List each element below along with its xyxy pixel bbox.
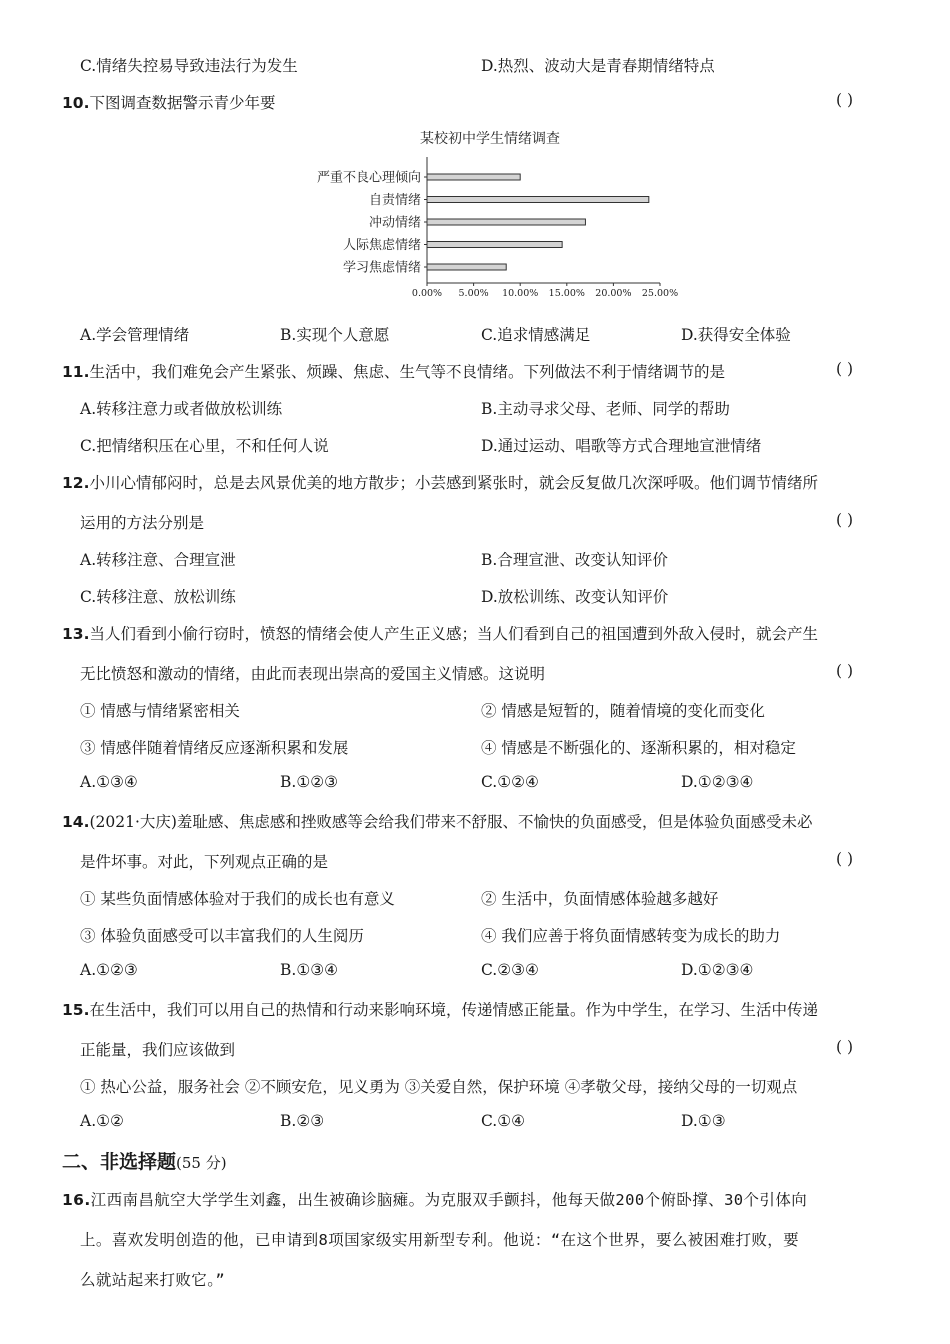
q15-option-b: B.②③ (280, 1112, 325, 1130)
q11-answer-blank: ( ) (836, 360, 854, 378)
section2-title: 二、非选择题 (62, 1151, 177, 1173)
q15-option-c: C.①④ (481, 1112, 526, 1130)
q14-statement-3: ③ 体验负面感受可以丰富我们的人生阅历 (80, 927, 364, 945)
q11-stem-text: 生活中，我们难免会产生紧张、烦躁、焦虑、生气等不良情绪。下列做法不利于情绪调节的是 (89, 363, 725, 381)
q13-stem-line2: 无比愤怒和激动的情绪，由此而表现出崇高的爱国主义情感。这说明 (80, 665, 546, 683)
chart-category-label: 冲动情绪 (368, 215, 421, 231)
chart-title: 某校初中学生情绪调查 (420, 131, 560, 147)
q14-option-d: D.①②③④ (681, 961, 754, 979)
q16-line1 (62, 1188, 807, 1210)
q13-stem-line1 (62, 622, 818, 644)
q12-number: 12. (62, 474, 90, 492)
q13-number: 13. (62, 625, 90, 643)
q11-option-c: C.把情绪积压在心里，不和任何人说 (80, 437, 329, 455)
chart-bar-2 (427, 197, 649, 203)
q16-line1-text: 江西南昌航空大学学生刘鑫，出生被确诊脑瘫。为克服双手颤抖，他每天做200个俯卧撑、30个引体向 (90, 1191, 808, 1209)
q16-line2: 上。喜欢发明创造的他，已申请到8项国家级实用新型专利。他说：“在这个世界，要么被困难打败，要 (80, 1231, 800, 1249)
q10-option-d: D.获得安全体验 (681, 326, 791, 344)
chart-x-tick-label: 10.00% (502, 288, 539, 299)
q14-option-c: C.②③④ (481, 961, 539, 979)
q13-stem-text1: 当人们看到小偷行窃时，愤怒的情绪会使人产生正义感；当人们看到自己的祖国遭到外敌入侵时，就会产生 (89, 625, 818, 643)
q15-stem-text1: 在生活中，我们可以用自己的热情和行动来影响环境，传递情感正能量。作为中学生，在学习、生活中传递 (89, 1001, 818, 1019)
q16-line3: 么就站起来打败它。” (80, 1271, 226, 1289)
chart-x-tick-label: 0.00% (411, 288, 443, 299)
q14-statement-4: ④ 我们应善于将负面情感转变为成长的助力 (481, 927, 781, 945)
q11-stem (62, 360, 725, 382)
q10-option-b: B.实现个人意愿 (280, 326, 390, 344)
q13-option-a: A.①③④ (80, 773, 138, 791)
q14-option-b: B.①③④ (280, 961, 339, 979)
q13-answer-blank: ( ) (836, 662, 854, 680)
q13-option-c: C.①②④ (481, 773, 539, 791)
q12-option-d: D.放松训练、改变认知评价 (481, 588, 669, 606)
chart-x-tick-label: 15.00% (548, 288, 585, 299)
q13-statement-2: ② 情感是短暂的，随着情境的变化而变化 (481, 702, 765, 720)
q10-stem (62, 91, 275, 113)
section2-heading (62, 1147, 227, 1174)
q10-number: 10. (62, 94, 90, 112)
chart-category-label: 人际焦虑情绪 (342, 238, 421, 253)
q14-option-a: A.①②③ (80, 961, 138, 979)
q14-stem-line2: 是件坏事。对此，下列观点正确的是 (80, 853, 329, 871)
q15-option-a: A.①② (80, 1112, 124, 1130)
q9-option-d: D.热烈、波动大是青春期情绪特点 (481, 57, 715, 75)
chart-x-tick-label: 25.00% (641, 288, 679, 299)
chart-bar-4 (427, 242, 562, 248)
q11-number: 11. (62, 363, 90, 381)
chart-x-tick-label: 5.00% (458, 288, 489, 299)
q15-statements: ① 热心公益，服务社会 ②不顾安危，见义勇为 ③关爱自然，保护环境 ④孝敬父母，接纳父母的一切观点 (80, 1078, 798, 1096)
q12-option-b: B.合理宣泄、改变认知评价 (481, 551, 668, 569)
q11-option-a: A.转移注意力或者做放松训练 (80, 400, 283, 418)
section2-score: (55 分) (176, 1154, 227, 1172)
q11-option-b: B.主动寻求父母、老师、同学的帮助 (481, 400, 730, 418)
q14-stem-line1 (62, 810, 812, 832)
q13-statement-3: ③ 情感伴随着情绪反应逐渐积累和发展 (80, 739, 349, 757)
q14-answer-blank: ( ) (836, 850, 854, 868)
q10-answer-blank: ( ) (836, 91, 854, 109)
q16-number: 16. (62, 1191, 91, 1209)
q15-answer-blank: ( ) (836, 1038, 854, 1056)
q13-statement-1: ① 情感与情绪紧密相关 (80, 702, 240, 720)
q14-statement-1: ① 某些负面情感体验对于我们的成长也有意义 (80, 890, 395, 908)
q10-option-c: C.追求情感满足 (481, 326, 591, 344)
q15-stem-line1 (62, 998, 818, 1020)
q15-stem-line2: 正能量，我们应该做到 (80, 1041, 236, 1059)
q12-option-a: A.转移注意、合理宣泄 (80, 551, 236, 569)
q10-option-a: A.学会管理情绪 (80, 326, 190, 344)
q14-statement-2: ② 生活中，负面情感体验越多越好 (481, 890, 719, 908)
chart-category-label: 学习焦虑情绪 (342, 260, 421, 276)
chart-category-label: 自责情绪 (368, 193, 421, 208)
q12-stem-line1 (62, 471, 818, 493)
emotion-survey-chart (290, 125, 680, 305)
q12-option-c: C.转移注意、放松训练 (80, 588, 236, 606)
q13-option-b: B.①②③ (280, 773, 339, 791)
q12-stem-line2: 运用的方法分别是 (80, 514, 205, 532)
q11-option-d: D.通过运动、唱歌等方式合理地宣泄情绪 (481, 437, 762, 455)
q12-answer-blank: ( ) (836, 511, 854, 529)
q12-stem-text1: 小川心情郁闷时，总是去风景优美的地方散步；小芸感到紧张时，就会反复做几次深呼吸。他们调节情绪所 (89, 474, 818, 492)
chart-x-tick-label: 20.00% (595, 288, 632, 299)
q15-option-d: D.①③ (681, 1112, 726, 1130)
chart-category-label: 严重不良心理倾向 (316, 170, 421, 186)
q14-number: 14. (62, 813, 90, 831)
q13-option-d: D.①②③④ (681, 773, 754, 791)
q14-stem-text1: (2021·大庆)羞耻感、焦虑感和挫败感等会给我们带来不舒服、不愉快的负面感受，但是体验负面感受未必 (89, 813, 813, 831)
q9-option-c: C.情绪失控易导致违法行为发生 (80, 57, 298, 75)
chart-bar-3 (427, 219, 585, 225)
q13-statement-4: ④ 情感是不断强化的、逐渐积累的，相对稳定 (481, 739, 796, 757)
chart-bar-1 (427, 174, 520, 180)
q10-stem-text: 下图调查数据警示青少年要 (89, 94, 276, 112)
q15-number: 15. (62, 1001, 90, 1019)
chart-bar-5 (427, 264, 506, 270)
